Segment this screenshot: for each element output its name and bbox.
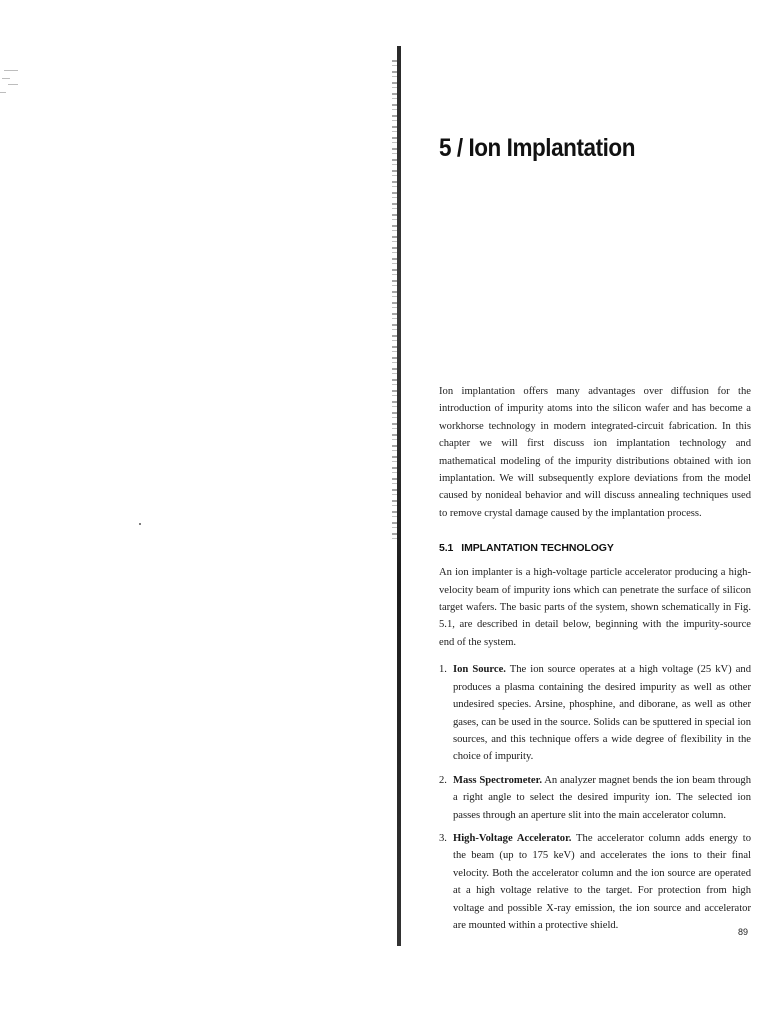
list-item-text [453, 830, 751, 934]
list-item-body: The ion source operates at a high voltage (25 kV) and produces a plasma containing the desired impurity as well as other undesired species. Arsine, phosphine, and diborane, as well as other gases, can be used in the source. Solids can be sputtered in special ion sources, and this technique offers a wide degree of flexibility in the choice of impurity. [453, 664, 751, 763]
list-item-text [453, 661, 751, 765]
list-item-term: Ion Source. [453, 664, 506, 676]
list-item-body: The accelerator column adds energy to the beam (up to 175 keV) and accelerates the ions to their final velocity. Both the accelerator column and the ion source are operated at a high voltage relative to the target. For protection from high voltage and possible X-ray emission, the ion source and accelerator are mounted within a protective shield. [453, 832, 751, 931]
section-heading [439, 542, 751, 554]
list-item-term: Mass Spectrometer. [453, 774, 543, 786]
list-marker: 1. [439, 664, 447, 676]
list-marker: 3. [439, 832, 447, 844]
list-item-body: An analyzer magnet bends the ion beam through a right angle to select the desired impurity ion. The selected ion passes through an aperture slit into the main accelerator column. [453, 774, 751, 821]
list-item [439, 661, 751, 765]
list-item [439, 830, 751, 934]
list-item-text [453, 772, 751, 824]
chapter-title: 5 / Ion Implantation [439, 134, 636, 162]
component-list [439, 661, 751, 934]
left-page-marks [0, 60, 60, 120]
list-item-term: High-Voltage Accelerator. [453, 832, 572, 844]
section-title: IMPLANTATION TECHNOLOGY [461, 542, 614, 555]
chapter-body [439, 383, 751, 940]
book-binding-line [397, 46, 401, 946]
section-paragraph: An ion implanter is a high-voltage particle accelerator producing a high-velocity beam of impurity ions which can penetrate the surface of silicon target wafers. The basic parts of the system, shown schematically in Fig. 5.1, are described in detail below, beginning with the impurity-source end of the system. [439, 567, 751, 648]
page-number: 89 [738, 927, 749, 937]
section-number: 5.1 [439, 542, 454, 555]
intro-paragraph: Ion implantation offers many advantages over diffusion for the introduction of impurity atoms into the silicon wafer and has become a workhorse technology in modern integrated-circuit fabrication. In this chapter we will first discuss ion implantation technology and mathematical modeling of the impurity distributions obtained with ion implantation. We will subsequently explore deviations from the model caused by nonideal behavior and will discuss annealing techniques used to remove crystal damage caused by the implantation process. [439, 386, 751, 519]
scan-speck [139, 523, 141, 525]
list-marker: 2. [439, 774, 447, 786]
list-item [439, 772, 751, 824]
